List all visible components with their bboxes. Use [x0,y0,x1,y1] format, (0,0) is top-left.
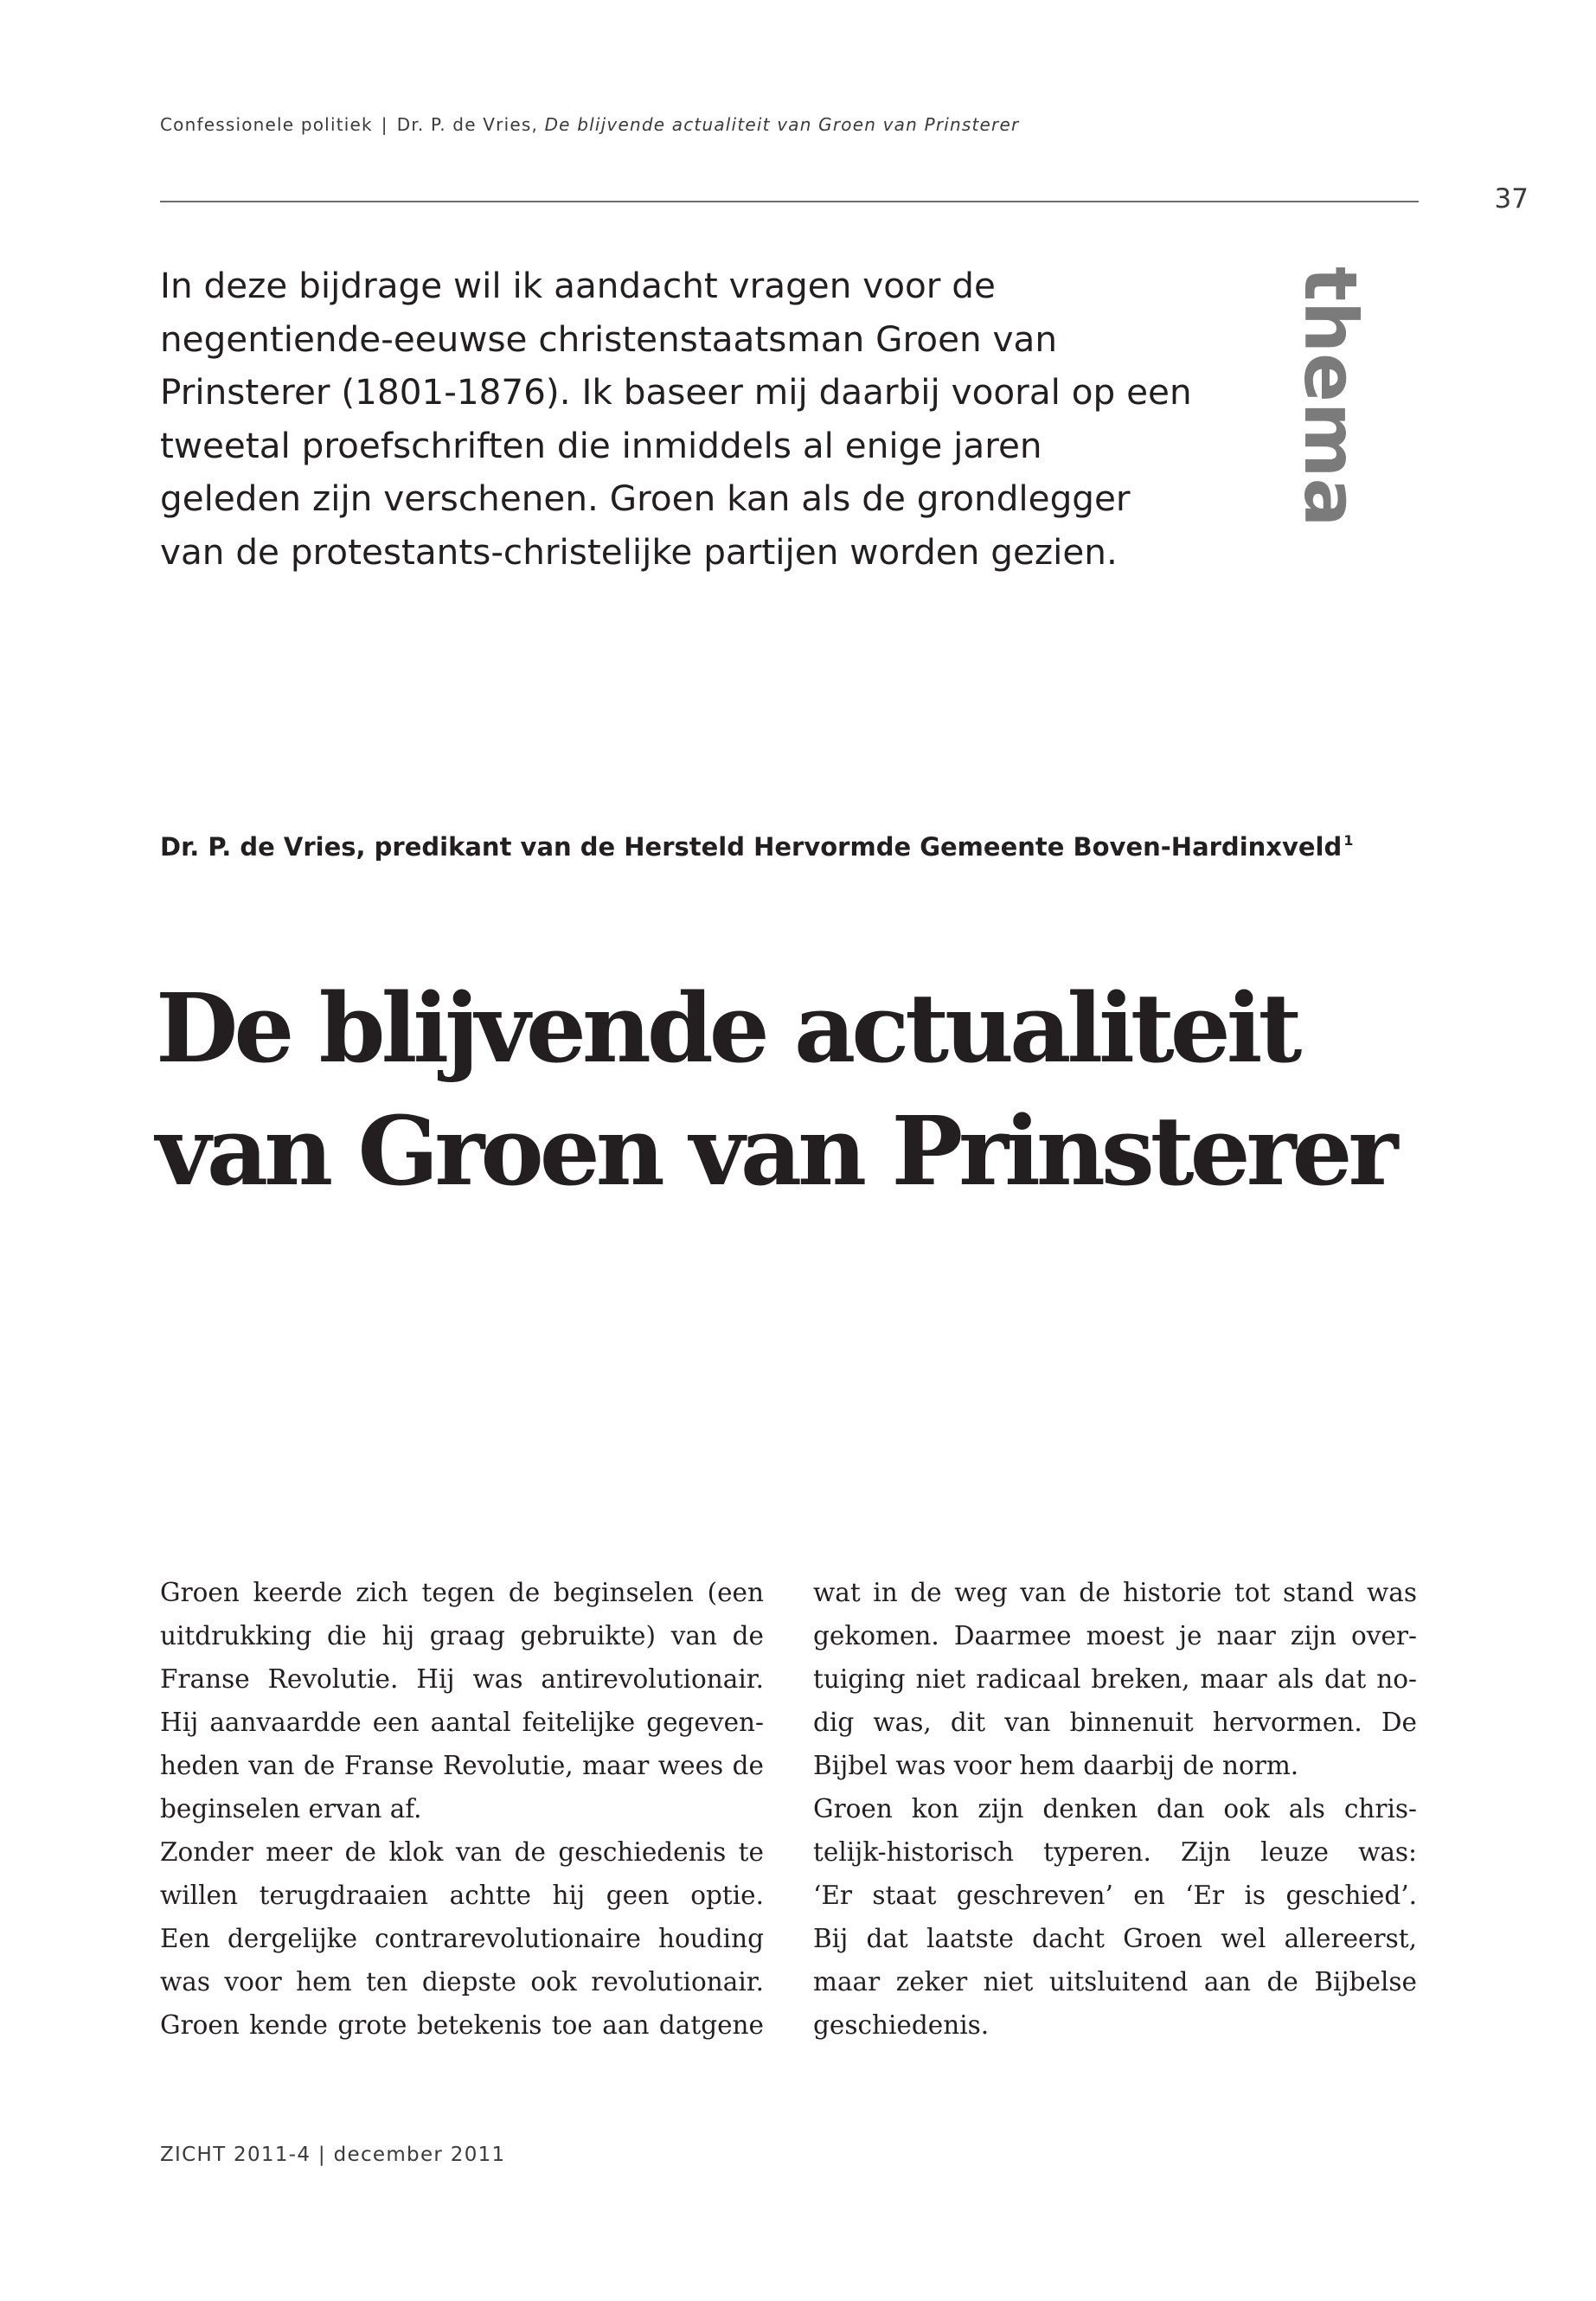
running-header [160,114,1019,135]
section-label: thema [1288,266,1373,528]
header-separator: | [381,114,388,135]
body-line: gekomen. Daarmee moest je naar zijn over- [813,1621,1417,1650]
body-line: dig was, dit van binnenuit hervormen. De [813,1708,1417,1737]
body-line: ‘Er staat geschreven’ en ‘Er is geschied’. [813,1881,1417,1910]
intro-line: negentiende-eeuwse christenstaatsman Groen van [160,317,1058,360]
body-line: Bijbel was voor hem daarbij de norm. [813,1751,1299,1780]
footnote-marker: 1 [1343,832,1354,849]
page-number: 37 [1494,183,1529,215]
body-line: Bij dat laatste dacht Groen wel allereerst, [813,1924,1417,1953]
body-line: Zonder meer de klok van de geschiedenis te [160,1837,764,1867]
intro-paragraph [160,260,1311,579]
body-line: willen terugdraaien achtte hij geen optie. [160,1881,764,1910]
body-line: Groen keerde zich tegen de beginselen (een [160,1578,764,1607]
title-line: De blijvende actualiteit [156,972,1298,1084]
body-line: uitdrukking die hij graag gebruikte) van de [160,1621,764,1650]
intro-line: Prinsterer (1801-1876). Ik baseer mij daarbij vooral op een [160,371,1192,413]
body-line: Franse Revolutie. Hij was antirevolutionair. [160,1664,764,1694]
title-line: van Groen van Prinsterer [156,1095,1394,1207]
article-title [156,967,1394,1213]
byline-text: Dr. P. de Vries, predikant van de Hersteld Hervormde Gemeente Boven-Hardinxveld [160,832,1343,862]
intro-line: In deze bijdrage wil ik aandacht vragen voor de [160,265,996,306]
body-line: wat in de weg van de historie tot stand was [813,1578,1417,1607]
author-byline [160,832,1353,862]
body-line: heden van de Franse Revolutie, maar wees de [160,1751,764,1780]
body-line: Groen kende grote betekenis toe aan datgene [160,2010,764,2040]
header-author: Dr. P. de Vries, [396,114,539,135]
body-line: Een dergelijke contrarevolutionaire houding [160,1924,764,1953]
intro-line: geleden zijn verschenen. Groen kan als de grondlegger [160,478,1131,519]
header-article-title: De blijvende actualiteit van Groen van Prinsterer [544,114,1020,135]
intro-line: van de protestants-christelijke partijen worden gezien. [160,530,1118,573]
body-column-left [160,1571,764,2047]
header-section: Confessionele politiek [160,114,373,135]
body-line: maar zeker niet uitsluitend aan de Bijbelse [813,1967,1417,1997]
body-line: Groen kon zijn denken dan ook als chris- [813,1794,1417,1823]
body-line: was voor hem ten diepste ook revolutionair. [160,1967,764,1997]
header-rule [160,201,1419,202]
body-line: telijk-historisch typeren. Zijn leuze was: [813,1837,1417,1867]
body-line: geschiedenis. [813,2010,990,2040]
body-line: Hij aanvaardde een aantal feitelijke gegeven- [160,1708,764,1737]
body-line: tuiging niet radicaal breken, maar als dat no- [813,1664,1417,1694]
page-footer: ZICHT 2011-4 | december 2011 [160,2144,506,2166]
body-column-right [813,1571,1417,2047]
body-line: beginselen ervan af. [160,1794,422,1823]
intro-line: tweetal proefschriften die inmiddels al enige jaren [160,424,1042,466]
